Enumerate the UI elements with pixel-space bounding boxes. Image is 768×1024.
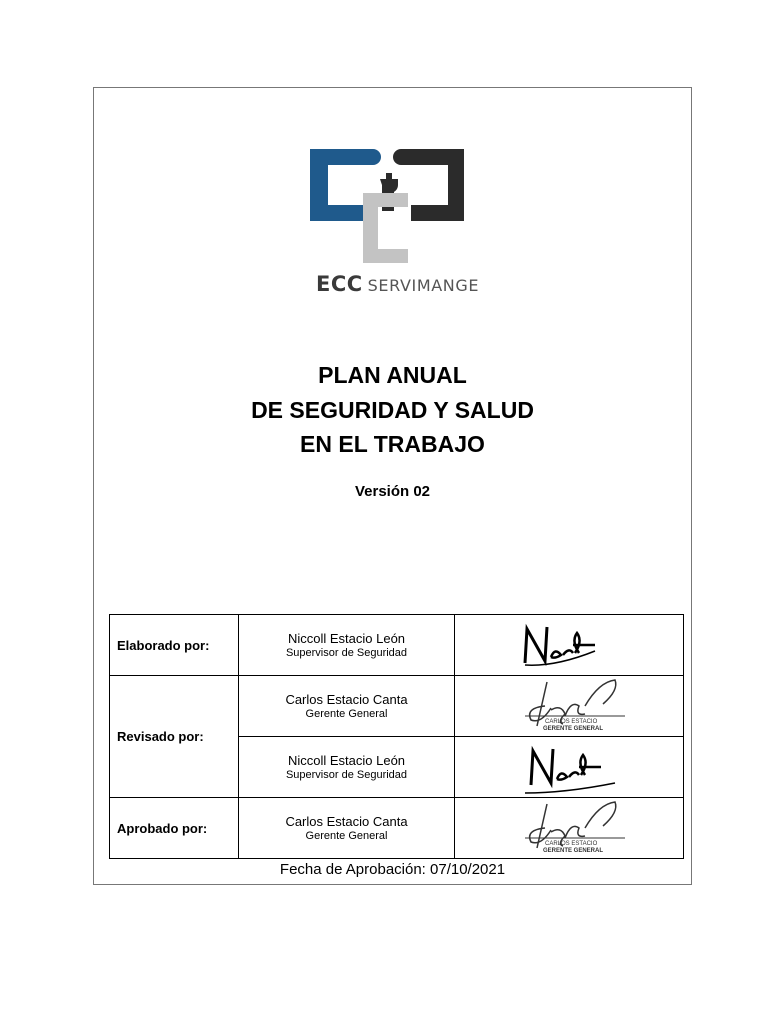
person-name: Carlos Estacio Canta <box>285 813 408 829</box>
signature-cell <box>455 737 684 798</box>
table-row <box>110 615 684 676</box>
person-cell <box>239 737 455 798</box>
person-name: Niccoll Estacio León <box>287 630 406 646</box>
title-line-3: EN EL TRABAJO <box>300 431 485 457</box>
document-version: Versión 02 <box>354 483 431 500</box>
signature-image <box>455 615 683 675</box>
signature-image <box>455 798 683 858</box>
logo-brand: ECC <box>316 272 363 296</box>
person-title: Supervisor de Seguridad <box>285 646 408 659</box>
revisado-label: Revisado por: <box>110 676 239 798</box>
signature-cell <box>455 615 684 676</box>
stamp-name: CARLOS ESTACIO <box>545 719 598 725</box>
person-name: Niccoll Estacio León <box>287 752 406 768</box>
title-line-1: PLAN ANUAL <box>318 362 467 388</box>
approval-date: Fecha de Aprobación: 07/10/2021 <box>279 861 506 878</box>
stamp-name: CARLOS ESTACIO <box>545 841 598 847</box>
stamp-title: GERENTE GENERAL <box>543 848 604 854</box>
approvals-table <box>109 614 684 859</box>
aprobado-label: Aprobado por: <box>110 798 239 859</box>
signature-cell <box>455 798 684 859</box>
signature-image <box>455 676 683 736</box>
elaborado-label: Elaborado por: <box>110 615 239 676</box>
table-row <box>110 798 684 859</box>
stamp-title: GERENTE GENERAL <box>543 726 604 732</box>
logo-wordmark <box>316 272 480 300</box>
person-cell <box>239 615 455 676</box>
person-title: Gerente General <box>305 829 388 842</box>
person-title: Gerente General <box>305 707 388 720</box>
person-title: Supervisor de Seguridad <box>285 768 408 781</box>
document-title <box>93 358 692 462</box>
person-name: Carlos Estacio Canta <box>285 691 408 707</box>
table-row <box>110 676 684 737</box>
logo-name: SERVIMANGE <box>367 276 480 295</box>
title-line-2: DE SEGURIDAD Y SALUD <box>251 396 534 423</box>
person-cell <box>239 798 455 859</box>
person-cell <box>239 676 455 737</box>
signature-cell <box>455 676 684 737</box>
signature-image <box>455 737 683 797</box>
